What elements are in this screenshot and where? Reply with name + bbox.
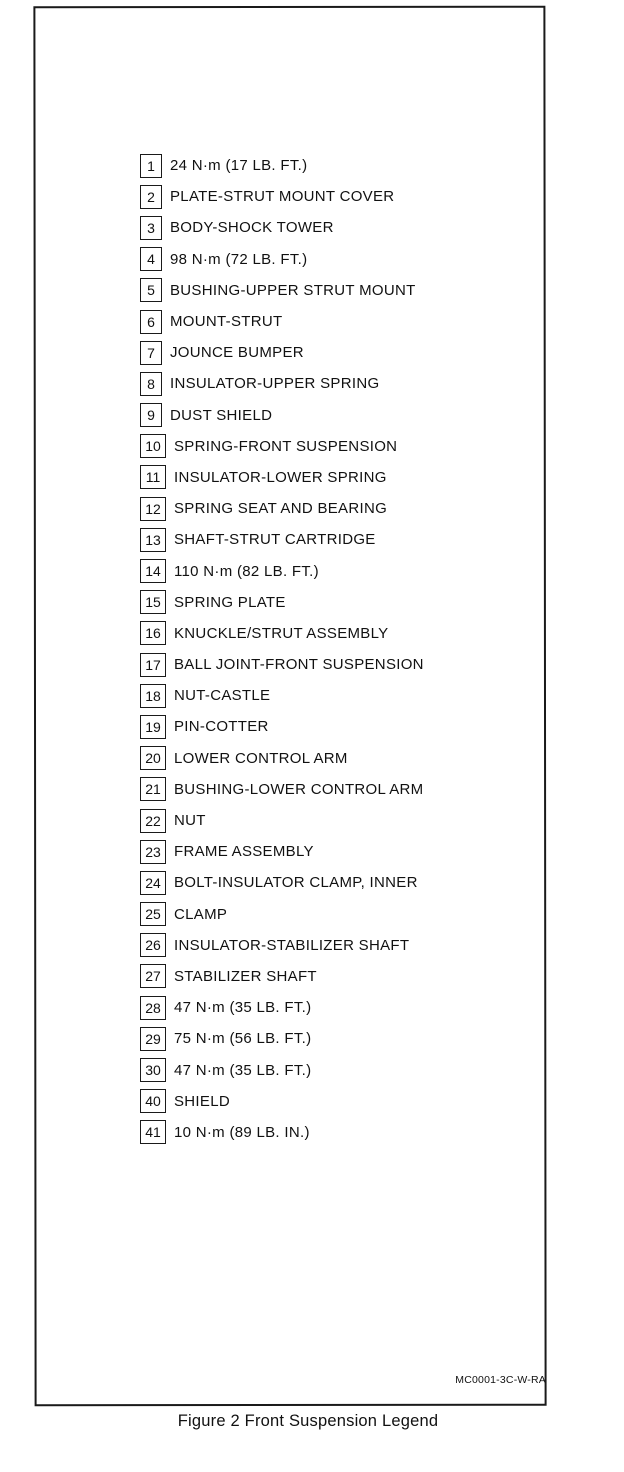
legend-label: PLATE-STRUT MOUNT COVER: [170, 188, 395, 206]
legend-item-14: [140, 555, 520, 586]
legend-item-6: [140, 306, 520, 337]
legend-item-4: [140, 244, 520, 275]
legend-number-box: 10: [140, 434, 166, 458]
legend-item-8: [140, 368, 520, 399]
legend-item-16: [140, 618, 520, 649]
legend-number-box: 9: [140, 403, 162, 427]
legend-number-box: 11: [140, 465, 166, 489]
legend-label: NUT-CASTLE: [174, 687, 271, 705]
legend-number-box: 6: [140, 310, 162, 334]
legend-label: SPRING PLATE: [174, 593, 286, 611]
legend-item-7: [140, 337, 520, 368]
legend-number-box: 22: [140, 809, 166, 833]
legend-number-box: 17: [140, 653, 166, 677]
legend-label: BODY-SHOCK TOWER: [170, 219, 334, 237]
figure-code: MC0001-3C-W-RA: [455, 1374, 546, 1386]
legend-number-box: 4: [140, 247, 162, 271]
legend-item-28: [140, 992, 520, 1023]
legend-label: STABILIZER SHAFT: [174, 967, 317, 985]
legend-item-25: [140, 899, 520, 930]
legend-label: 110 N·m (82 LB. FT.): [174, 562, 319, 580]
legend-label: LOWER CONTROL ARM: [174, 749, 348, 767]
legend-number-box: 19: [140, 715, 166, 739]
legend-item-11: [140, 462, 520, 493]
legend-number-box: 20: [140, 746, 166, 770]
legend-number-box: 5: [140, 278, 162, 302]
legend-number-box: 14: [140, 559, 166, 583]
legend-label: MOUNT-STRUT: [170, 313, 283, 331]
legend-label: JOUNCE BUMPER: [170, 344, 304, 362]
legend-item-10: [140, 431, 520, 462]
legend-item-2: [140, 181, 520, 212]
legend-label: INSULATOR-STABILIZER SHAFT: [174, 936, 410, 954]
legend-label: 75 N·m (56 LB. FT.): [174, 1030, 312, 1048]
legend-label: KNUCKLE/STRUT ASSEMBLY: [174, 624, 389, 642]
legend-item-40: [140, 1086, 520, 1117]
legend-number-box: 2: [140, 185, 162, 209]
legend-label: PIN-COTTER: [174, 718, 269, 736]
legend-item-24: [140, 867, 520, 898]
legend-item-29: [140, 1023, 520, 1054]
legend-number-box: 28: [140, 996, 166, 1020]
legend-number-box: 8: [140, 372, 162, 396]
legend-label: 47 N·m (35 LB. FT.): [174, 1061, 312, 1079]
legend-label: INSULATOR-UPPER SPRING: [170, 375, 380, 393]
legend-label: SHIELD: [174, 1092, 230, 1110]
legend-item-22: [140, 805, 520, 836]
legend-item-1: [140, 150, 520, 181]
legend-number-box: 41: [140, 1120, 166, 1144]
legend-label: 10 N·m (89 LB. IN.): [174, 1123, 310, 1141]
legend-item-26: [140, 930, 520, 961]
legend-label: BUSHING-UPPER STRUT MOUNT: [170, 281, 416, 299]
legend-item-15: [140, 587, 520, 618]
legend-label: BUSHING-LOWER CONTROL ARM: [174, 780, 424, 798]
legend-label: BALL JOINT-FRONT SUSPENSION: [174, 656, 424, 674]
legend-label: SPRING-FRONT SUSPENSION: [174, 437, 398, 455]
legend-label: 24 N·m (17 LB. FT.): [170, 157, 308, 175]
legend-item-21: [140, 774, 520, 805]
legend-item-30: [140, 1054, 520, 1085]
legend-item-17: [140, 649, 520, 680]
legend-item-3: [140, 212, 520, 243]
legend-item-23: [140, 836, 520, 867]
legend-number-box: 7: [140, 341, 162, 365]
legend-label: INSULATOR-LOWER SPRING: [174, 468, 387, 486]
legend-number-box: 13: [140, 528, 166, 552]
legend-list: [140, 150, 520, 1148]
legend-item-19: [140, 711, 520, 742]
legend-label: SHAFT-STRUT CARTRIDGE: [174, 531, 376, 549]
legend-item-20: [140, 743, 520, 774]
legend-label: DUST SHIELD: [170, 406, 273, 424]
legend-label: NUT: [174, 812, 206, 830]
legend-number-box: 12: [140, 497, 166, 521]
legend-number-box: 26: [140, 933, 166, 957]
legend-item-13: [140, 524, 520, 555]
legend-number-box: 1: [140, 154, 162, 178]
legend-item-27: [140, 961, 520, 992]
legend-label: 98 N·m (72 LB. FT.): [170, 250, 308, 268]
legend-number-box: 24: [140, 871, 166, 895]
legend-label: BOLT-INSULATOR CLAMP, INNER: [174, 874, 418, 892]
legend-item-12: [140, 493, 520, 524]
legend-number-box: 25: [140, 902, 166, 926]
figure-caption: Figure 2 Front Suspension Legend: [177, 1412, 439, 1430]
legend-item-9: [140, 400, 520, 431]
legend-number-box: 27: [140, 964, 166, 988]
legend-number-box: 15: [140, 590, 166, 614]
legend-number-box: 29: [140, 1027, 166, 1051]
legend-item-18: [140, 680, 520, 711]
legend-label: 47 N·m (35 LB. FT.): [174, 999, 312, 1017]
legend-number-box: 21: [140, 777, 166, 801]
legend-label: FRAME ASSEMBLY: [174, 843, 314, 861]
legend-item-41: [140, 1117, 520, 1148]
legend-number-box: 3: [140, 216, 162, 240]
legend-number-box: 18: [140, 684, 166, 708]
legend-item-5: [140, 275, 520, 306]
legend-number-box: 30: [140, 1058, 166, 1082]
legend-number-box: 16: [140, 621, 166, 645]
legend-label: SPRING SEAT AND BEARING: [174, 500, 388, 518]
legend-label: CLAMP: [174, 905, 228, 923]
legend-number-box: 23: [140, 840, 166, 864]
legend-number-box: 40: [140, 1089, 166, 1113]
